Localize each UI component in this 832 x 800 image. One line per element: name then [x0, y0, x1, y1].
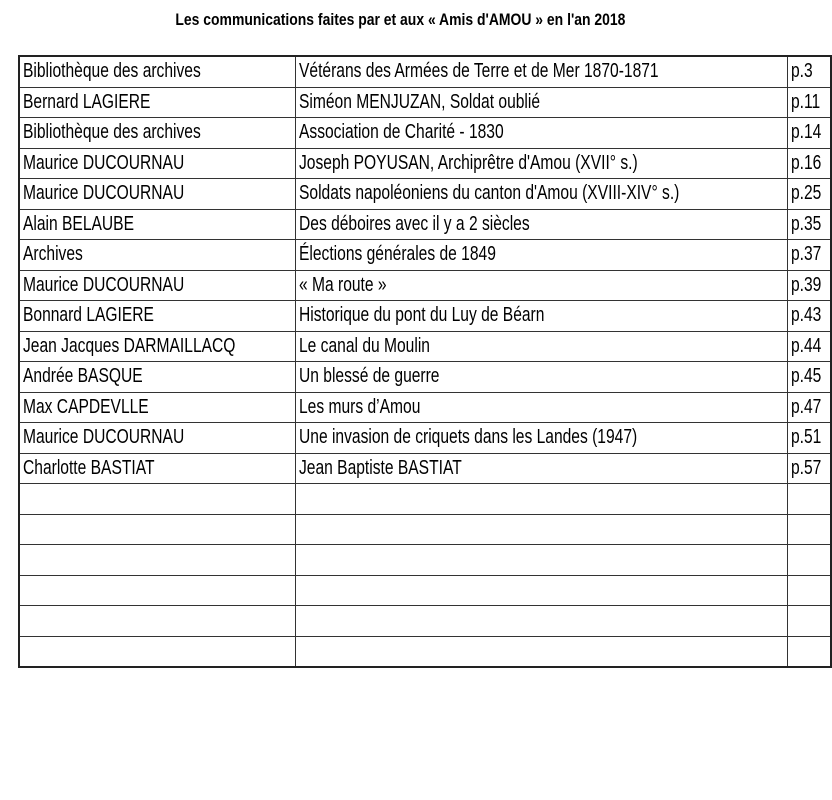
subject-cell-text: Soldats napoléoniens du canton d'Amou (XVIII-XIV° s.)	[299, 182, 680, 205]
page-cell	[788, 514, 831, 545]
page-cell	[788, 575, 831, 606]
table-row	[19, 575, 831, 606]
author-cell-text: Andrée BASQUE	[23, 365, 143, 388]
author-cell	[19, 270, 296, 301]
author-cell	[19, 362, 296, 393]
subject-cell-text: Vétérans des Armées de Terre et de Mer 1870-1871	[299, 60, 659, 83]
table-row	[19, 118, 831, 149]
subject-cell	[296, 301, 788, 332]
subject-cell	[296, 392, 788, 423]
subject-cell	[296, 453, 788, 484]
author-cell	[19, 575, 296, 606]
subject-cell	[296, 56, 788, 87]
page-cell	[788, 392, 831, 423]
author-cell-text: Jean Jacques DARMAILLACQ	[23, 334, 236, 357]
page-cell-text: p.3	[791, 60, 813, 83]
author-cell	[19, 331, 296, 362]
page-cell-text: p.25	[791, 182, 822, 205]
subject-cell	[296, 240, 788, 271]
table-row	[19, 362, 831, 393]
page-cell	[788, 270, 831, 301]
page-cell	[788, 362, 831, 393]
author-cell	[19, 484, 296, 515]
subject-cell-text: Élections générales de 1849	[299, 243, 497, 266]
subject-cell	[296, 484, 788, 515]
author-cell	[19, 606, 296, 637]
subject-cell	[296, 87, 788, 118]
page-cell-text: p.57	[791, 456, 822, 479]
subject-cell-text: Siméon MENJUZAN, Soldat oublié	[299, 90, 541, 113]
author-cell-text: Maurice DUCOURNAU	[23, 426, 185, 449]
table-row	[19, 606, 831, 637]
page-cell-text: p.43	[791, 304, 822, 327]
page-cell	[788, 331, 831, 362]
page-cell	[788, 453, 831, 484]
subject-cell-text: Historique du pont du Luy de Béarn	[299, 304, 545, 327]
table-row	[19, 56, 831, 87]
author-cell	[19, 118, 296, 149]
table-row	[19, 514, 831, 545]
subject-cell	[296, 209, 788, 240]
page-cell-text: p.16	[791, 151, 822, 174]
page-cell	[788, 209, 831, 240]
subject-cell	[296, 331, 788, 362]
author-cell-text: Max CAPDEVLLE	[23, 395, 149, 418]
author-cell-text: Archives	[23, 243, 83, 266]
page-cell-text: p.37	[791, 243, 822, 266]
page-title	[0, 10, 800, 30]
table-row	[19, 301, 831, 332]
subject-cell-text: Jean Baptiste BASTIAT	[299, 456, 463, 479]
page-cell	[788, 545, 831, 576]
subject-cell	[296, 545, 788, 576]
subject-cell	[296, 362, 788, 393]
author-cell	[19, 240, 296, 271]
page-cell	[788, 636, 831, 667]
author-cell	[19, 545, 296, 576]
author-cell	[19, 423, 296, 454]
page-cell-text: p.39	[791, 273, 822, 296]
author-cell-text: Bibliothèque des archives	[23, 60, 201, 83]
author-cell	[19, 148, 296, 179]
page-cell-text: p.51	[791, 426, 822, 449]
page-cell	[788, 240, 831, 271]
author-cell	[19, 392, 296, 423]
subject-cell-text: Une invasion de criquets dans les Landes (1947)	[299, 426, 638, 449]
author-cell	[19, 514, 296, 545]
table-row	[19, 179, 831, 210]
table-row	[19, 270, 831, 301]
page-cell	[788, 179, 831, 210]
communications-table	[18, 55, 832, 668]
subject-cell-text: Les murs d’Amou	[299, 395, 421, 418]
table-row	[19, 423, 831, 454]
table-row	[19, 209, 831, 240]
page-cell	[788, 87, 831, 118]
subject-cell	[296, 179, 788, 210]
table-row	[19, 331, 831, 362]
page-cell-text: p.35	[791, 212, 822, 235]
subject-cell-text: Association de Charité - 1830	[299, 121, 504, 144]
author-cell-text: Charlotte BASTIAT	[23, 456, 155, 479]
subject-cell-text: Le canal du Moulin	[299, 334, 431, 357]
author-cell-text: Bibliothèque des archives	[23, 121, 201, 144]
table-row	[19, 636, 831, 667]
author-cell	[19, 453, 296, 484]
page-cell	[788, 118, 831, 149]
author-cell-text: Maurice DUCOURNAU	[23, 182, 185, 205]
page-cell	[788, 484, 831, 515]
subject-cell-text: Des déboires avec il y a 2 siècles	[299, 212, 530, 235]
subject-cell	[296, 118, 788, 149]
page-cell	[788, 148, 831, 179]
subject-cell-text: « Ma route »	[299, 273, 387, 296]
subject-cell	[296, 575, 788, 606]
page-cell-text: p.11	[791, 90, 821, 113]
page-cell-text: p.45	[791, 365, 822, 388]
author-cell-text: Maurice DUCOURNAU	[23, 151, 185, 174]
author-cell	[19, 87, 296, 118]
author-cell-text: Bonnard LAGIERE	[23, 304, 154, 327]
author-cell	[19, 179, 296, 210]
author-cell-text: Alain BELAUBE	[23, 212, 134, 235]
author-cell	[19, 636, 296, 667]
author-cell	[19, 301, 296, 332]
table-row	[19, 148, 831, 179]
page-title-text: Les communications faites par et aux « Amis d'AMOU » en l'an 2018	[174, 10, 626, 29]
subject-cell-text: Un blessé de guerre	[299, 365, 440, 388]
subject-cell	[296, 606, 788, 637]
subject-cell	[296, 270, 788, 301]
table-row	[19, 240, 831, 271]
page-cell	[788, 301, 831, 332]
author-cell-text: Bernard LAGIERE	[23, 90, 151, 113]
table-row	[19, 392, 831, 423]
page-cell	[788, 423, 831, 454]
author-cell	[19, 56, 296, 87]
subject-cell	[296, 636, 788, 667]
subject-cell-text: Joseph POYUSAN, Archiprêtre d'Amou (XVII° s.)	[299, 151, 639, 174]
page-cell	[788, 56, 831, 87]
page-cell-text: p.44	[791, 334, 822, 357]
subject-cell	[296, 423, 788, 454]
table-row	[19, 545, 831, 576]
author-cell	[19, 209, 296, 240]
subject-cell	[296, 514, 788, 545]
table-row	[19, 484, 831, 515]
table-row	[19, 87, 831, 118]
page-cell-text: p.14	[791, 121, 822, 144]
table-row	[19, 453, 831, 484]
page-cell	[788, 606, 831, 637]
page-cell-text: p.47	[791, 395, 822, 418]
author-cell-text: Maurice DUCOURNAU	[23, 273, 185, 296]
subject-cell	[296, 148, 788, 179]
